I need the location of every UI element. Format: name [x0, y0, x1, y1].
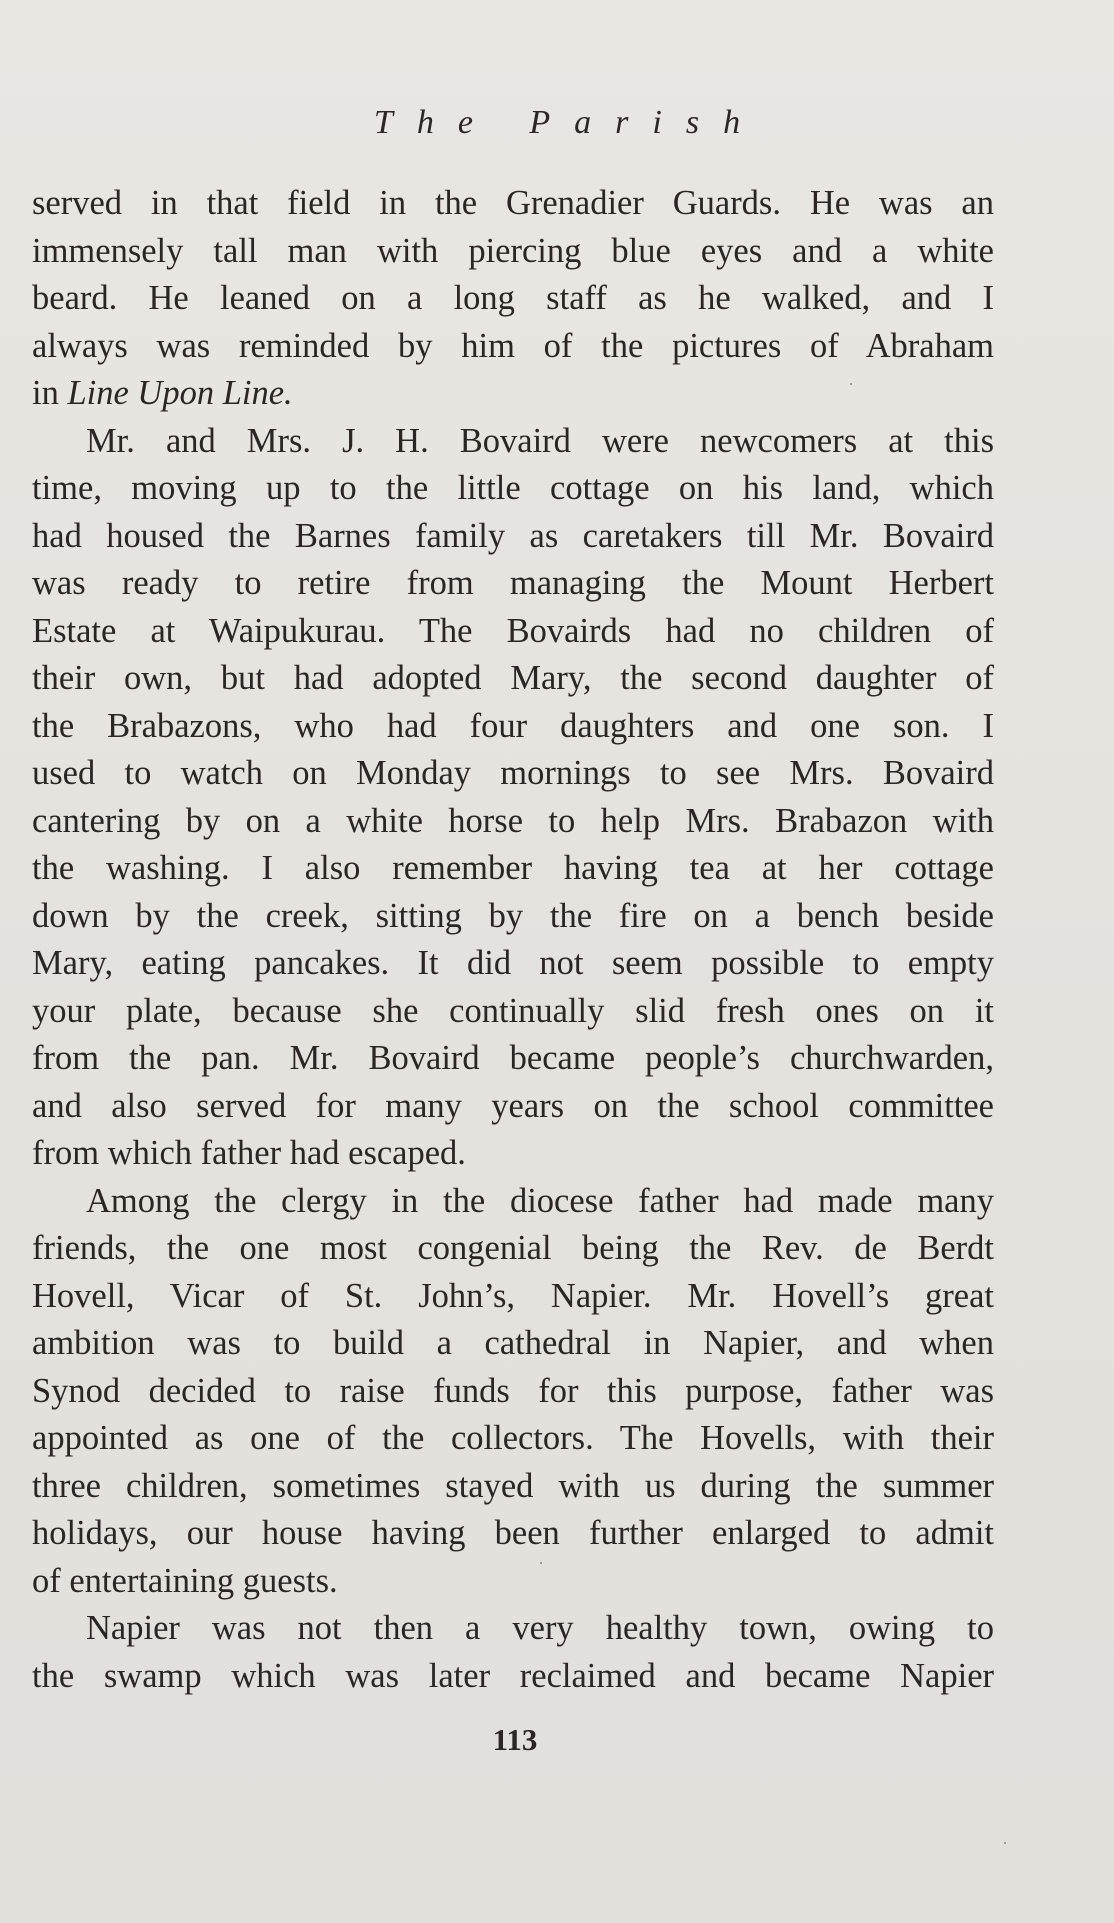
text-line: [32, 370, 994, 418]
text-line: was ready to retire from managing the Mount Herbert: [32, 564, 994, 602]
text-line: Hovell, Vicar of St. John’s, Napier. Mr. Hovell’s great: [32, 1276, 994, 1315]
text-line: down by the creek, sitting by the fire on a bench beside: [32, 896, 994, 935]
body-text: [32, 180, 994, 1700]
text-line: Mr. and Mrs. J. H. Bovaird were newcomers at this: [86, 421, 994, 460]
paper-speck: [1004, 1842, 1006, 1844]
text-line: from which father had escaped.: [32, 1134, 466, 1172]
text-fragment: in: [32, 374, 68, 412]
paragraph-4: [32, 1605, 994, 1700]
text-line: and also served for many years on the school committee: [32, 1086, 994, 1125]
text-line: holidays, our house having been further enlarged to admit: [32, 1514, 994, 1552]
text-line: three children, sometimes stayed with us during the summer: [32, 1466, 994, 1505]
page-number: 113: [492, 1722, 538, 1757]
text-line: appointed as one of the collectors. The Hovells, with their: [32, 1419, 994, 1457]
text-line: Among the clergy in the diocese father had made many: [86, 1181, 994, 1220]
text-line: the washing. I also remember having tea at her cottage: [32, 849, 994, 887]
paper-speck: [540, 1562, 542, 1564]
book-title-italic: Line Upon Line.: [67, 374, 293, 412]
text-line: Synod decided to raise funds for this purpose, father was: [32, 1371, 994, 1410]
text-line: had housed the Barnes family as caretakers till Mr. Bovaird: [32, 516, 994, 555]
text-line: served in that field in the Grenadier Guards. He was an: [32, 184, 994, 222]
text-line: your plate, because she continually slid fresh ones on it: [32, 991, 994, 1030]
text-line: used to watch on Monday mornings to see Mrs. Bovaird: [32, 754, 994, 792]
text-line: Napier was not then a very healthy town, owing to: [86, 1609, 994, 1647]
text-line: cantering by on a white horse to help Mrs. Brabazon with: [32, 801, 994, 840]
text-line: the Brabazons, who had four daughters and one son. I: [32, 706, 994, 745]
text-line: of entertaining guests.: [32, 1561, 338, 1600]
text-line: from the pan. Mr. Bovaird became people’s churchwarden,: [32, 1039, 994, 1077]
text-line: Mary, eating pancakes. It did not seem possible to empty: [32, 944, 994, 982]
text-line: always was reminded by him of the pictures of Abraham: [32, 326, 994, 365]
paragraph-3: [32, 1178, 994, 1606]
paper-speck: [850, 383, 852, 385]
text-line: Estate at Waipukurau. The Bovairds had no children of: [32, 611, 994, 650]
text-line: the swamp which was later reclaimed and became Napier: [32, 1656, 994, 1695]
text-line: immensely tall man with piercing blue eyes and a white: [32, 231, 994, 270]
text-line: beard. He leaned on a long staff as he walked, and I: [32, 279, 994, 317]
paragraph-2: [32, 418, 994, 1178]
paragraph-1: [32, 180, 994, 418]
text-line: ambition was to build a cathedral in Napier, and when: [32, 1324, 994, 1362]
text-line: time, moving up to the little cottage on his land, which: [32, 469, 994, 507]
running-head: The Parish: [373, 104, 765, 141]
text-line: their own, but had adopted Mary, the second daughter of: [32, 659, 994, 697]
text-line: friends, the one most congenial being the Rev. de Berdt: [32, 1229, 994, 1267]
